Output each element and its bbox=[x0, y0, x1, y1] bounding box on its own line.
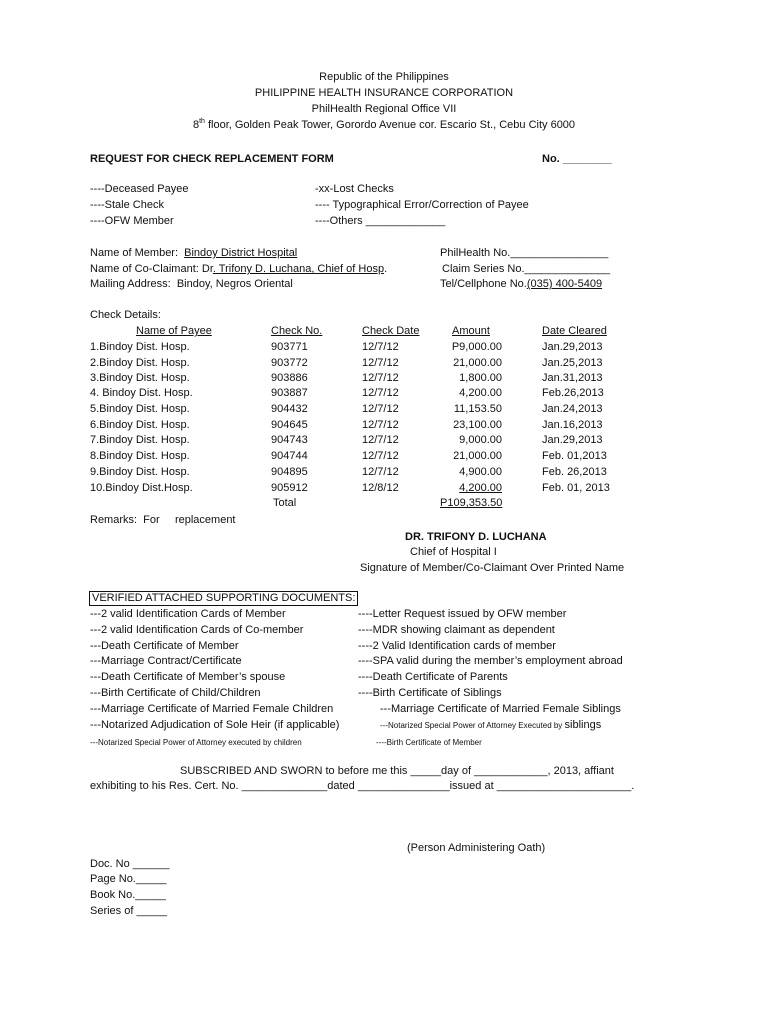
table-row-amount: 9,000.00 bbox=[459, 434, 502, 446]
doc-item: ----MDR showing claimant as dependent bbox=[358, 624, 555, 636]
page-no: Page No._____ bbox=[90, 873, 167, 885]
table-row-amount: 21,000.00 bbox=[453, 450, 502, 462]
total-amount: P109,353.50 bbox=[440, 497, 503, 509]
table-row-payee: 7.Bindoy Dist. Hosp. bbox=[90, 434, 190, 446]
doc-item: ----Birth Certificate of Member bbox=[376, 738, 482, 747]
header-regional-office: PhilHealth Regional Office VII bbox=[311, 103, 457, 115]
doc-item: ---Marriage Certificate of Married Female Siblings bbox=[380, 703, 621, 715]
reason-deceased-payee: ----Deceased Payee bbox=[90, 183, 189, 195]
coclaimant-row: Name of Co-Claimant: Dr. Trifony D. Luchana, Chief of Hosp. bbox=[90, 263, 388, 275]
tel-cellphone-value: (035) 400-5409 bbox=[526, 278, 603, 290]
table-row-date-cleared: Jan.31,2013 bbox=[542, 372, 603, 384]
table-row-payee: 5.Bindoy Dist. Hosp. bbox=[90, 403, 190, 415]
table-row-payee: 4. Bindoy Dist. Hosp. bbox=[90, 387, 193, 399]
table-row-date-cleared: Feb. 26,2013 bbox=[542, 466, 607, 478]
check-details-label: Check Details: bbox=[90, 309, 161, 321]
doc-item: ---Notarized Special Power of Attorney Executed by siblings bbox=[380, 719, 602, 731]
mailing-address-row: Mailing Address: Bindoy, Negros Oriental bbox=[90, 278, 293, 290]
col-header-date-cleared: Date Cleared bbox=[542, 325, 607, 337]
table-row-check-no: 903887 bbox=[271, 387, 308, 399]
table-row-check-no: 903771 bbox=[271, 341, 308, 353]
doc-item: ---2 valid Identification Cards of Member bbox=[90, 608, 286, 620]
table-row-check-date: 12/7/12 bbox=[362, 341, 399, 353]
reason-lost-checks: -xx-Lost Checks bbox=[315, 183, 394, 195]
header-corporation: PHILIPPINE HEALTH INSURANCE CORPORATION bbox=[254, 87, 514, 99]
col-header-check-date: Check Date bbox=[362, 325, 420, 337]
signatory-name: DR. TRIFONY D. LUCHANA bbox=[405, 531, 547, 543]
doc-item: ---Birth Certificate of Child/Children bbox=[90, 687, 261, 699]
doc-item: ---Death Certificate of Member’s spouse bbox=[90, 671, 286, 683]
table-row-payee: 9.Bindoy Dist. Hosp. bbox=[90, 466, 190, 478]
reason-ofw-member: ----OFW Member bbox=[90, 215, 174, 227]
signatory-position: Chief of Hospital I bbox=[410, 546, 497, 558]
header-address: 8th floor, Golden Peak Tower, Gorordo Avenue cor. Escario St., Cebu City 6000 bbox=[192, 118, 576, 131]
total-label: Total bbox=[273, 497, 297, 509]
doc-no: Doc. No ______ bbox=[90, 858, 170, 870]
table-row-amount: 1,800.00 bbox=[459, 372, 502, 384]
table-row-payee: 8.Bindoy Dist. Hosp. bbox=[90, 450, 190, 462]
doc-item: ---Marriage Contract/Certificate bbox=[90, 655, 242, 667]
header-republic: Republic of the Philippines bbox=[319, 71, 449, 83]
doc-item: ---Death Certificate of Member bbox=[90, 640, 239, 652]
table-row-amount: 4,200.00 bbox=[459, 482, 502, 494]
col-header-check-no: Check No. bbox=[271, 325, 323, 337]
table-row-check-no: 904743 bbox=[271, 434, 308, 446]
philhealth-number: PhilHealth No.________________ bbox=[440, 247, 609, 259]
series-of: Series of _____ bbox=[90, 905, 168, 917]
reason-others: ----Others _____________ bbox=[315, 215, 446, 227]
doc-item: ----Birth Certificate of Siblings bbox=[358, 687, 502, 699]
table-row-date-cleared: Feb. 01,2013 bbox=[542, 450, 607, 462]
table-row-date-cleared: Jan.25,2013 bbox=[542, 357, 603, 369]
table-row-check-date: 12/7/12 bbox=[362, 466, 399, 478]
doc-item: ---2 valid Identification Cards of Co-member bbox=[90, 624, 304, 636]
table-row-check-date: 12/7/12 bbox=[362, 387, 399, 399]
table-row-amount: 4,200.00 bbox=[459, 387, 502, 399]
person-administering-oath: (Person Administering Oath) bbox=[407, 842, 546, 854]
table-row-check-no: 905912 bbox=[271, 482, 308, 494]
table-row-amount: 11,153.50 bbox=[453, 403, 502, 415]
table-row-check-no: 904432 bbox=[271, 403, 308, 415]
table-row-check-date: 12/7/12 bbox=[362, 419, 399, 431]
table-row-amount: 4,900.00 bbox=[459, 466, 502, 478]
table-row-date-cleared: Jan.29,2013 bbox=[542, 434, 603, 446]
table-row-check-no: 904895 bbox=[271, 466, 308, 478]
reason-typographical-error: ---- Typographical Error/Correction of Payee bbox=[315, 199, 529, 211]
member-name-value: Bindoy District Hospital bbox=[184, 247, 298, 259]
table-row-check-date: 12/7/12 bbox=[362, 357, 399, 369]
coclaimant-value: . Trifony D. Luchana, Chief of Hosp bbox=[212, 263, 385, 275]
tel-cellphone-row: Tel/Cellphone No.(035) 400-5409 bbox=[440, 278, 603, 290]
table-row-check-no: 903772 bbox=[271, 357, 308, 369]
table-row-check-no: 903886 bbox=[271, 372, 308, 384]
oath-line-2: exhibiting to his Res. Cert. No. ______________dated _______________issued at ______________________. bbox=[90, 780, 635, 792]
form-number: No. ________ bbox=[542, 153, 612, 165]
doc-item: ---Notarized Special Power of Attorney executed by children bbox=[90, 738, 302, 747]
table-row-amount: P9,000.00 bbox=[451, 341, 502, 353]
supporting-documents-title: VERIFIED ATTACHED SUPPORTING DOCUMENTS: bbox=[89, 591, 358, 606]
doc-item: ---Marriage Certificate of Married Female Children bbox=[90, 703, 334, 715]
col-header-payee: Name of Payee bbox=[136, 325, 212, 337]
signature-label: Signature of Member/Co-Claimant Over Printed Name bbox=[360, 562, 625, 574]
reason-stale-check: ----Stale Check bbox=[90, 199, 164, 211]
claim-series-number: Claim Series No.______________ bbox=[442, 263, 611, 275]
doc-item: ----Death Certificate of Parents bbox=[358, 671, 508, 683]
table-row-check-date: 12/7/12 bbox=[362, 403, 399, 415]
table-row-date-cleared: Feb. 01, 2013 bbox=[542, 482, 610, 494]
table-row-date-cleared: Jan.16,2013 bbox=[542, 419, 603, 431]
table-row-amount: 23,100.00 bbox=[453, 419, 502, 431]
table-row-payee: 10.Bindoy Dist.Hosp. bbox=[90, 482, 193, 494]
doc-item: ----Letter Request issued by OFW member bbox=[358, 608, 567, 620]
table-row-payee: 2.Bindoy Dist. Hosp. bbox=[90, 357, 190, 369]
table-row-date-cleared: Jan.29,2013 bbox=[542, 341, 603, 353]
table-row-check-date: 12/7/12 bbox=[362, 372, 399, 384]
book-no: Book No._____ bbox=[90, 889, 166, 901]
table-row-date-cleared: Jan.24,2013 bbox=[542, 403, 603, 415]
remarks: Remarks: For replacement bbox=[90, 514, 236, 526]
table-row-date-cleared: Feb.26,2013 bbox=[542, 387, 604, 399]
doc-item: ---Notarized Adjudication of Sole Heir (if applicable) bbox=[90, 719, 340, 731]
table-row-payee: 1.Bindoy Dist. Hosp. bbox=[90, 341, 190, 353]
doc-item: ----2 Valid Identification cards of member bbox=[358, 640, 556, 652]
table-row-payee: 3.Bindoy Dist. Hosp. bbox=[90, 372, 190, 384]
table-row-payee: 6.Bindoy Dist. Hosp. bbox=[90, 419, 190, 431]
oath-line-1: SUBSCRIBED AND SWORN to before me this _____day of ____________, 2013, affiant bbox=[180, 765, 614, 777]
table-row-check-date: 12/7/12 bbox=[362, 450, 399, 462]
table-row-check-date: 12/8/12 bbox=[362, 482, 399, 494]
table-row-amount: 21,000.00 bbox=[453, 357, 502, 369]
table-row-check-date: 12/7/12 bbox=[362, 434, 399, 446]
mailing-address-value: Bindoy, Negros Oriental bbox=[176, 278, 293, 290]
table-row-check-no: 904744 bbox=[271, 450, 308, 462]
table-row-check-no: 904645 bbox=[271, 419, 308, 431]
form-title: REQUEST FOR CHECK REPLACEMENT FORM bbox=[90, 153, 334, 165]
doc-item: ----SPA valid during the member’s employment abroad bbox=[358, 655, 623, 667]
member-name-row: Name of Member: Bindoy District Hospital bbox=[90, 247, 298, 259]
col-header-amount: Amount bbox=[452, 325, 490, 337]
